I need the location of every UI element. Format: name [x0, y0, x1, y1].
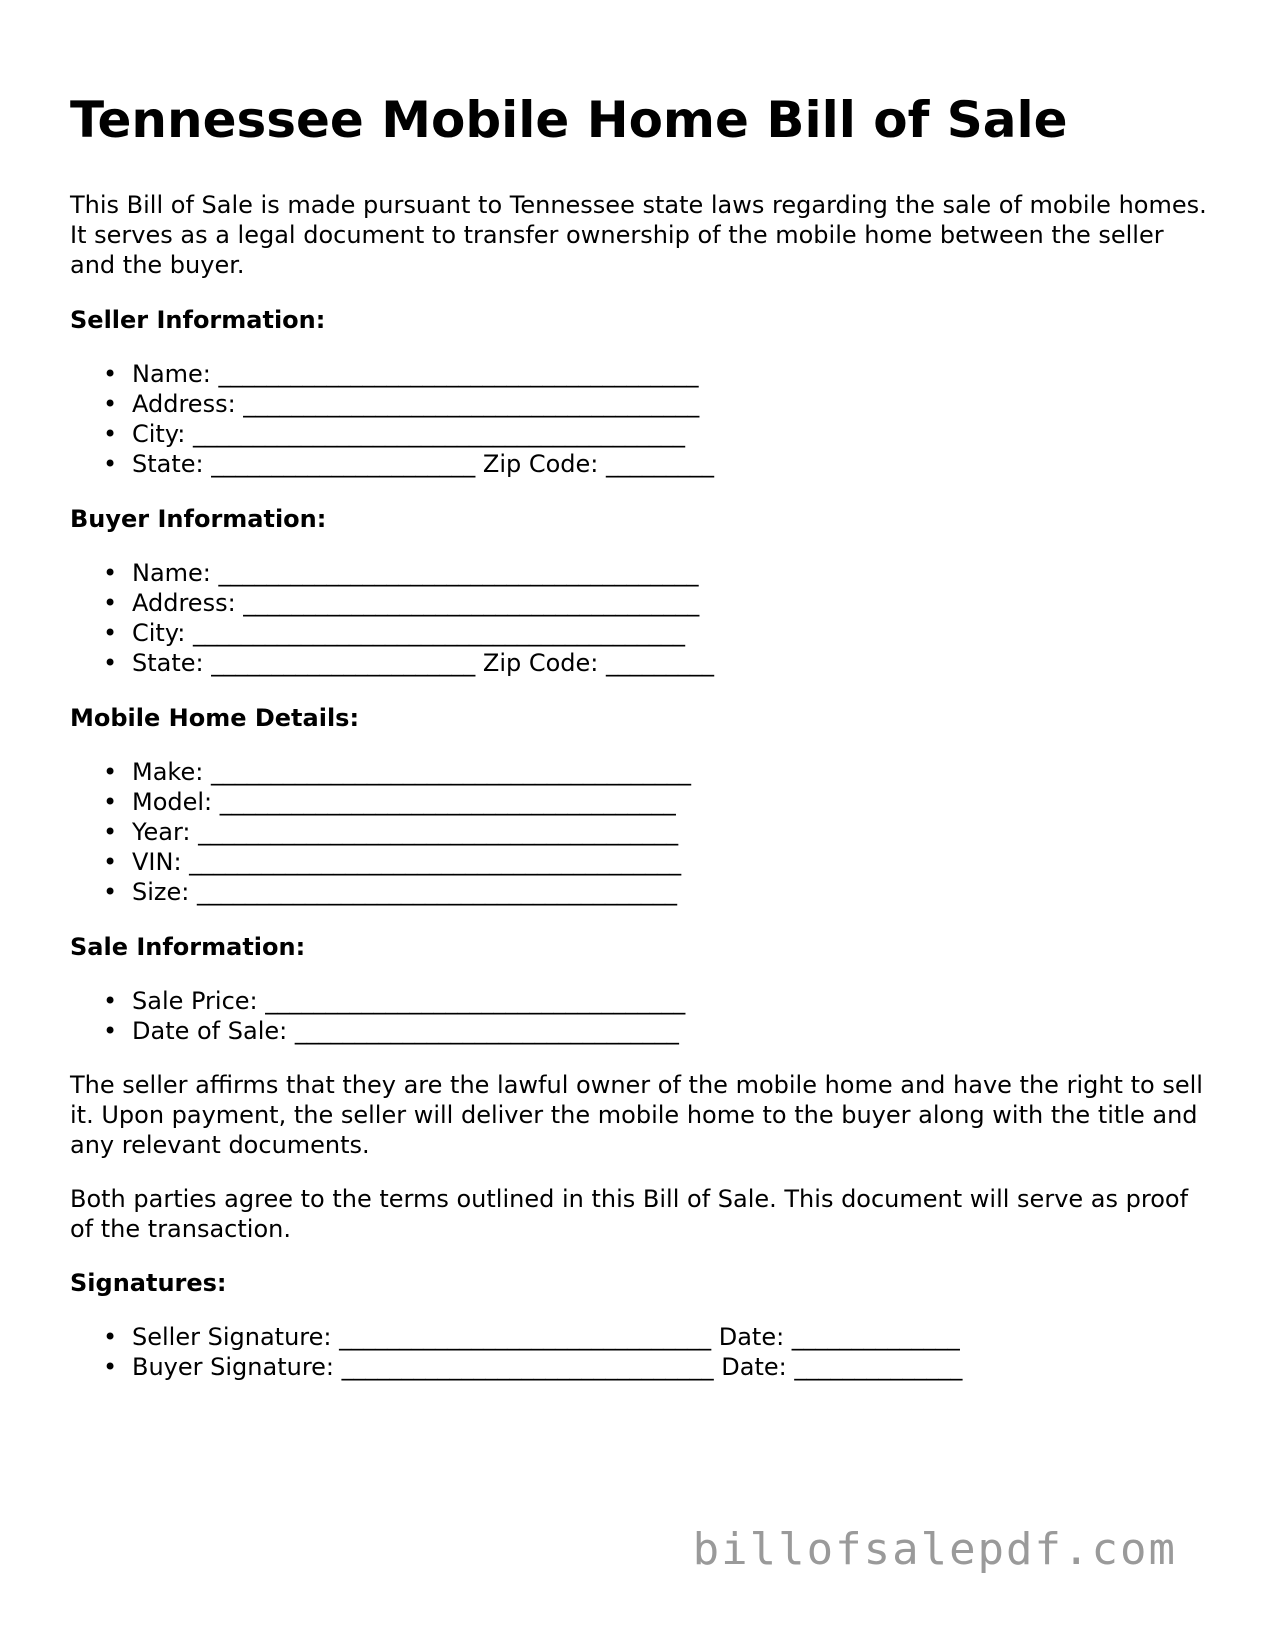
home-vin-field[interactable]: • VIN: _________________________________________ — [70, 847, 1210, 877]
watermark: billofsalepdf.com — [692, 1524, 1177, 1575]
home-details-fields — [70, 757, 1210, 907]
sale-date-field[interactable]: • Date of Sale: ________________________________ — [70, 1016, 1210, 1046]
signatures-heading: Signatures: — [70, 1269, 227, 1297]
seller-state-zip-field[interactable]: • State: ______________________ Zip Code: _________ — [70, 449, 1210, 479]
agreement-paragraph: Both parties agree to the terms outlined in this Bill of Sale. This document will serve as proof of the transaction. — [70, 1185, 1189, 1243]
home-model-field[interactable]: • Model: ______________________________________ — [70, 787, 1210, 817]
home-details-heading: Mobile Home Details: — [70, 704, 360, 732]
seller-signature-field[interactable]: • Seller Signature: _______________________________ Date: ______________ — [70, 1322, 1210, 1352]
seller-heading: Seller Information: — [70, 306, 326, 334]
affirmation-paragraph: The seller affirms that they are the lawful owner of the mobile home and have the right to sell it. Upon payment, the seller will deliver the mobile home to the buyer along with the title and any relevant documents. — [70, 1071, 1203, 1159]
buyer-address-field[interactable]: • Address: ______________________________________ — [70, 588, 1210, 618]
buyer-signature-field[interactable]: • Buyer Signature: _______________________________ Date: ______________ — [70, 1352, 1210, 1382]
buyer-heading: Buyer Information: — [70, 505, 327, 533]
home-size-field[interactable]: • Size: ________________________________________ — [70, 877, 1210, 907]
signature-fields — [70, 1322, 1210, 1382]
sale-price-field[interactable]: • Sale Price: ___________________________________ — [70, 986, 1210, 1016]
sale-heading: Sale Information: — [70, 933, 306, 961]
sale-fields — [70, 986, 1210, 1046]
buyer-state-zip-field[interactable]: • State: ______________________ Zip Code: _________ — [70, 648, 1210, 678]
page-title: Tennessee Mobile Home Bill of Sale — [70, 91, 1068, 149]
seller-address-field[interactable]: • Address: ______________________________________ — [70, 389, 1210, 419]
intro-paragraph: This Bill of Sale is made pursuant to Tennessee state laws regarding the sale of mobile homes. It serves as a legal document to transfer ownership of the mobile home between the seller and the buyer. — [70, 191, 1207, 279]
seller-name-field[interactable]: • Name: ________________________________________ — [70, 359, 1210, 389]
buyer-name-field[interactable]: • Name: ________________________________________ — [70, 558, 1210, 588]
buyer-city-field[interactable]: • City: _________________________________________ — [70, 618, 1210, 648]
home-year-field[interactable]: • Year: ________________________________________ — [70, 817, 1210, 847]
seller-fields — [70, 359, 1210, 479]
seller-city-field[interactable]: • City: _________________________________________ — [70, 419, 1210, 449]
buyer-fields — [70, 558, 1210, 678]
document-page — [70, 80, 1210, 1382]
home-make-field[interactable]: • Make: ________________________________________ — [70, 757, 1210, 787]
